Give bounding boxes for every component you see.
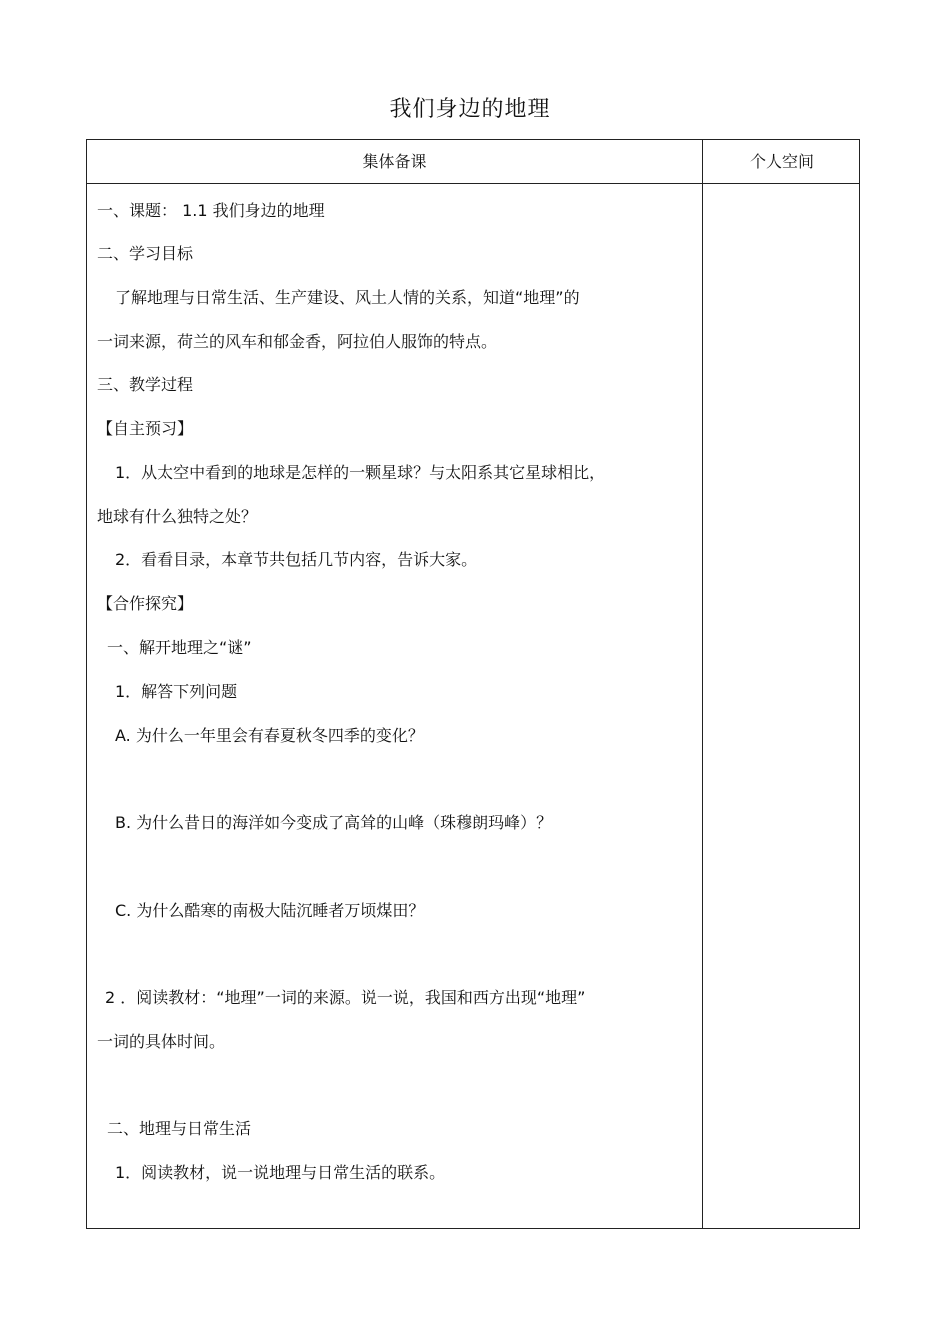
preview-question-1-line2: 地球有什么独特之处？: [97, 507, 258, 526]
section-heading-process: 三、教学过程: [97, 375, 194, 394]
column-divider: [702, 140, 703, 1228]
question-b: B. 为什么昔日的海洋如今变成了高耸的山峰（珠穆朗玛峰）？: [115, 813, 553, 832]
question-c: C. 为什么酷寒的南极大陆沉睡者万顷煤田？: [115, 901, 425, 920]
header-personal-space: 个人空间: [749, 152, 814, 171]
inquiry-heading-mystery: 一、解开地理之“谜”: [107, 638, 252, 657]
objective-text-line1: 了解地理与日常生活、生产建设、风土人情的关系，知道“地理”的: [115, 288, 580, 307]
preview-question-2: 2．看看目录，本章节共包括几节内容，告诉大家。: [115, 550, 478, 569]
preview-question-1-line1: 1．从太空中看到的地球是怎样的一颗星球？与太阳系其它星球相比，: [115, 463, 606, 482]
objective-text-line2: 一词来源，荷兰的风车和郁金香，阿拉伯人服饰的特点。: [97, 332, 498, 351]
section-heading-objectives: 二、学习目标: [97, 244, 194, 263]
subheading-self-preview: 【自主预习】: [97, 419, 194, 438]
inquiry-task-1: 1．解答下列问题: [115, 682, 238, 701]
header-collective-planning: 集体备课: [362, 152, 427, 171]
page-title: 我们身边的地理: [389, 97, 551, 122]
lesson-plan-table: [86, 139, 860, 1229]
inquiry-task-2-line2: 一词的具体时间。: [97, 1032, 226, 1051]
inquiry-task-2-line1: 2 ．阅读教材：“地理”一词的来源。说一说，我国和西方出现“地理”: [105, 988, 586, 1007]
subheading-cooperative-inquiry: 【合作探究】: [97, 594, 194, 613]
lesson-content: [87, 184, 702, 1228]
lesson-topic: 一、课题： 1.1 我们身边的地理: [97, 201, 325, 220]
question-a: A. 为什么一年里会有春夏秋冬四季的变化？: [115, 726, 424, 745]
daily-life-task-1: 1．阅读教材，说一说地理与日常生活的联系。: [115, 1163, 446, 1182]
inquiry-heading-daily-life: 二、地理与日常生活: [107, 1119, 252, 1138]
